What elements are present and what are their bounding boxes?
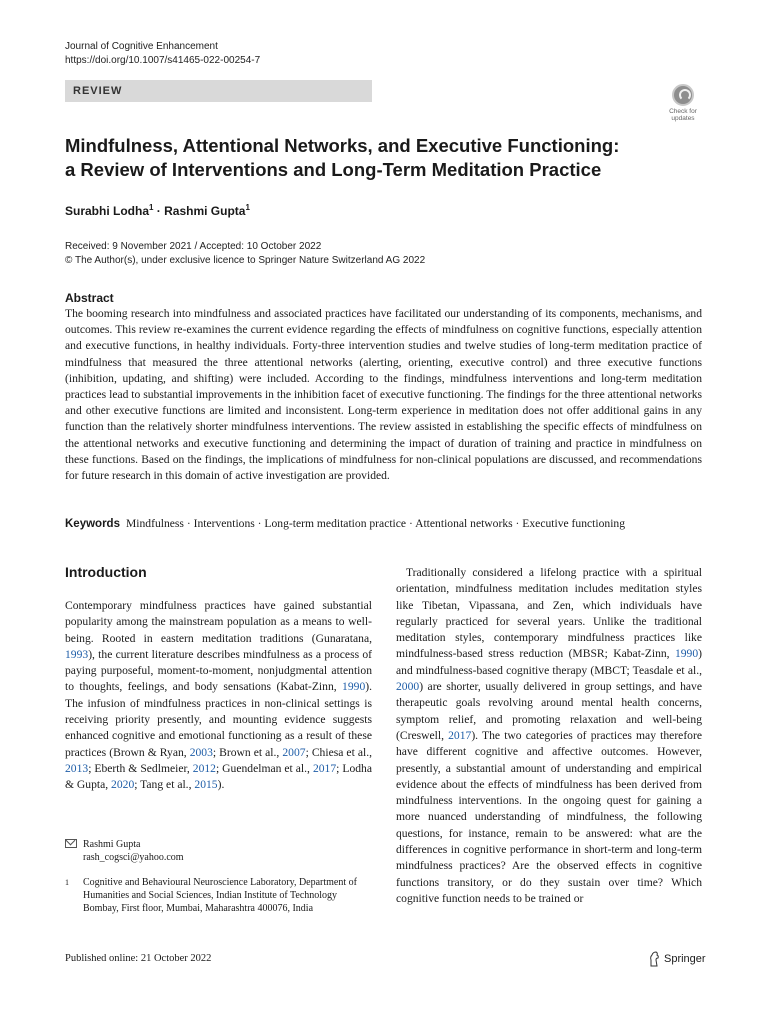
- received-accepted: Received: 9 November 2021 / Accepted: 10 October 2022: [65, 241, 322, 252]
- body-text: ; Guendelman et al.,: [215, 761, 313, 775]
- citation-link[interactable]: 1990: [342, 680, 366, 694]
- envelope-icon: [65, 839, 77, 848]
- body-text: ; Eberth & Sedlmeier,: [88, 761, 193, 775]
- citation-link[interactable]: 1993: [65, 647, 89, 661]
- citation-link[interactable]: 1990: [674, 647, 699, 661]
- springer-horse-icon: [648, 951, 660, 967]
- article-title: [65, 134, 705, 182]
- citation-link[interactable]: 2020: [111, 778, 135, 792]
- affiliation-text: Cognitive and Behavioural Neuroscience Laboratory, Department of Humanities and Social Sciences, Indian Institute of Technology Bombay, First floor, Mumbai, Maharashtra 400076, India: [83, 877, 357, 914]
- keywords-heading: Keywords: [65, 518, 120, 530]
- citation-link[interactable]: 2013: [65, 761, 89, 775]
- publisher-name: Springer: [664, 953, 706, 965]
- title-line1: Mindfulness, Attentional Networks, and Executive Functioning:: [65, 135, 620, 156]
- doi-link[interactable]: https://doi.org/10.1007/s41465-022-00254-7: [65, 55, 261, 66]
- citation-link[interactable]: 2007: [282, 745, 306, 759]
- body-text: Traditionally considered a lifelong practice with a spiritual orientation, mindfulness meditation includes meditation styles like Tibetan, Vipassana, and Zen, which individuals have regularly practiced for several years. Unlike the traditional meditation styles, contemporary mindfulness practices like mindfulness-based stress reduction (MBSR; Kabat-Zinn,: [396, 566, 702, 661]
- introduction-right-column: [396, 565, 702, 907]
- check-for-updates-badge[interactable]: [664, 84, 702, 124]
- affiliation-number: 1: [65, 878, 69, 887]
- correspondence-name: Rashmi Gupta: [83, 839, 141, 850]
- check-updates-line2: updates: [671, 115, 695, 122]
- journal-name: Journal of Cognitive Enhancement: [65, 41, 218, 52]
- author-list: [65, 203, 250, 218]
- author-name[interactable]: Rashmi Gupta: [164, 204, 246, 218]
- citation-link[interactable]: 2000: [396, 680, 420, 694]
- body-text: ). The infusion of mindfulness practices in non-clinical settings is receiving priority presently, and mounting evidence suggests enhanced cognitive and emotional functioning as a result of these practices (Brown & Ryan,: [65, 680, 372, 759]
- keywords-section: [65, 516, 705, 532]
- affiliation-row: [65, 876, 365, 915]
- body-text: ).: [217, 778, 225, 792]
- section-label: REVIEW: [65, 80, 372, 102]
- keywords-list: Mindfulness · Interventions · Long-term meditation practice · Attentional networks · Executive functioning: [125, 517, 626, 530]
- check-updates-line1: Check for: [669, 108, 697, 115]
- citation-link[interactable]: 2012: [192, 761, 216, 775]
- correspondence-row: [65, 838, 365, 864]
- introduction-heading: Introduction: [65, 564, 147, 580]
- author-name[interactable]: Surabhi Lodha: [65, 204, 149, 218]
- body-text: ). The two categories of practices may therefore have different cognitive and affective outcomes. However, presently, a substantial amount of understanding and empirical evidence about the effects of mindfulness has been derived from mindfulness interventions. In the ongoing quest for gaining a more nuanced understanding of mindfulness, the following questions, for instance, remain to be answered: what are the differences in cognitive performance in short-term and long-term mindfulness practices? Are the observed effects in cognitive functions transitory, or do they sustain over time? Which cognitive function needs to be trained or: [396, 728, 702, 905]
- author-affiliation-mark: 1: [245, 203, 250, 212]
- body-text: ) are shorter, usually delivered in group settings, and have therapeutic goals revolving around mental health concerns, symptom relief, and promoting relaxation and well-being (Creswell,: [396, 680, 702, 742]
- abstract-heading: Abstract: [65, 291, 114, 305]
- body-text: ) and mindfulness-based cognitive therapy (MBCT; Teasdale et al.,: [396, 647, 702, 677]
- citation-link[interactable]: 2015: [194, 778, 218, 792]
- title-line2: a Review of Interventions and Long-Term Meditation Practice: [65, 159, 602, 180]
- journal-header: [65, 40, 260, 68]
- body-text: ; Chiesa et al.,: [305, 745, 372, 759]
- publisher-logo: [648, 951, 706, 967]
- citation-link[interactable]: 2017: [448, 728, 472, 742]
- author-separator: ·: [153, 204, 165, 218]
- body-text: ), the current literature describes mindfulness as a process of paying purposeful, moment-to-moment, nonjudgmental attention to thoughts, feelings, and body sensations (Kabat-Zinn,: [65, 647, 372, 694]
- citation-link[interactable]: 2003: [189, 745, 213, 759]
- abstract-text: The booming research into mindfulness and associated practices have facilitated our understanding of its components, mechanisms, and outcomes. This review re-examines the current evidence regarding the effects of mindfulness on cognitive functions, especially attention and executive functions, in healthy individuals. Forty-three intervention studies and twelve studies of long-term meditation practice of mindfulness that measured the three attentional networks (alerting, orienting, executive control) and three executive functions (inhibition, updating, and shifting) were included. According to the findings, mindfulness interventions and long-term meditation practices lead to substantial improvements in the inhibition facet of executive functioning. The findings for the three attentional networks and other executive functions are limited and inconsistent. Long-term experience in meditation does not offer additional gains in any function than the relatively shorter mindfulness interventions. The review assisted in establishing the specific effects of mindfulness on the attentional networks and executive functioning and determining the impact of duration of training and practice in mindfulness on these functions. Based on the findings, the implications of mindfulness for non-clinical populations are discussed, and recommendations for future research in this domain of active investigation are provided.: [65, 307, 702, 483]
- introduction-left-column: [65, 598, 372, 794]
- body-text: ; Lodha & Gupta,: [65, 761, 372, 792]
- author-footnote: [65, 838, 365, 915]
- correspondence-email[interactable]: rash_cogsci@yahoo.com: [83, 852, 184, 863]
- citation-link[interactable]: 2017: [312, 761, 337, 775]
- published-online: Published online: 21 October 2022: [65, 953, 212, 964]
- publication-dates: [65, 240, 425, 268]
- author-affiliation-mark: 1: [149, 203, 154, 212]
- body-text: Contemporary mindfulness practices have gained substantial popularity among the mainstream population as a means to well-being. Rooted in eastern meditation traditions (Gunaratana,: [65, 599, 372, 645]
- check-updates-icon: [672, 84, 694, 106]
- copyright-line: © The Author(s), under exclusive licence to Springer Nature Switzerland AG 2022: [65, 255, 426, 266]
- body-text: ; Brown et al.,: [212, 745, 283, 759]
- body-text: ; Tang et al.,: [134, 778, 195, 792]
